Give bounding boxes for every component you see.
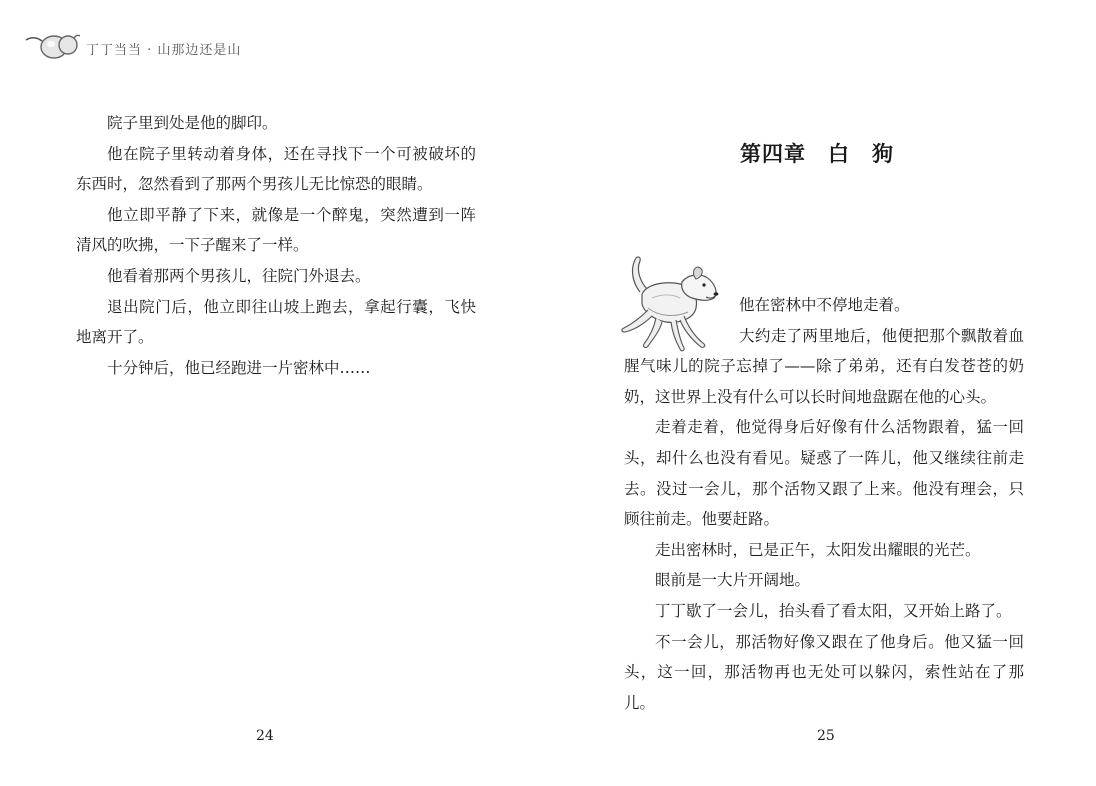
right-page [624, 0, 1024, 786]
paragraph: 走出密林时，已是正午，太阳发出耀眼的光芒。 [655, 540, 981, 559]
gourd-logo-icon [24, 28, 80, 62]
paragraph: 眼前是一大片开阔地。 [655, 571, 811, 590]
right-page-text [624, 290, 1024, 718]
series-header [24, 28, 241, 62]
paragraph: 丁丁歇了一会儿，抬头看了看太阳，又开始上路了。 [655, 601, 1012, 620]
left-page-text [76, 108, 476, 383]
page-number-right: 25 [817, 728, 835, 744]
paragraph: 大约走了两里地后，他便把那个飘散着血腥气味儿的院子忘掉了——除了弟弟，还有白发苍苍的奶奶，这世界上没有什么可以长时间地盘踞在他的心头。 [624, 326, 1024, 406]
series-title: 丁丁当当 · 山那边还是山 [86, 42, 242, 58]
paragraph: 他立即平静了下来，就像是一个醉鬼，突然遭到一阵清风的吹拂，一下子醒来了一样。 [76, 205, 476, 255]
paragraph: 不一会儿，那活物好像又跟在了他身后。他又猛一回头，这一回，那活物再也无处可以躲闪，索性站在了那儿。 [624, 632, 1024, 712]
paragraph: 他在院子里转动着身体，还在寻找下一个可被破坏的东西时，忽然看到了那两个男孩儿无比惊恐的眼睛。 [76, 144, 476, 194]
page-number-left: 24 [256, 728, 274, 744]
paragraph: 退出院门后，他立即往山坡上跑去，拿起行囊，飞快地离开了。 [76, 297, 476, 347]
paragraph: 走着走着，他觉得身后好像有什么活物跟着，猛一回头，却什么也没有看见。疑惑了一阵儿，他又继续往前走去。没过一会儿，那个活物又跟了上来。他没有理会，只顾往前走。他要赶路。 [624, 418, 1024, 529]
paragraph: 十分钟后，他已经跑进一片密林中…… [107, 358, 371, 377]
paragraph: 他在密林中不停地走着。 [739, 296, 910, 314]
chapter-title: 第四章 白 狗 [740, 141, 894, 166]
paragraph: 他看着那两个男孩儿，往院门外退去。 [107, 266, 371, 285]
paragraph: 院子里到处是他的脚印。 [107, 114, 278, 132]
